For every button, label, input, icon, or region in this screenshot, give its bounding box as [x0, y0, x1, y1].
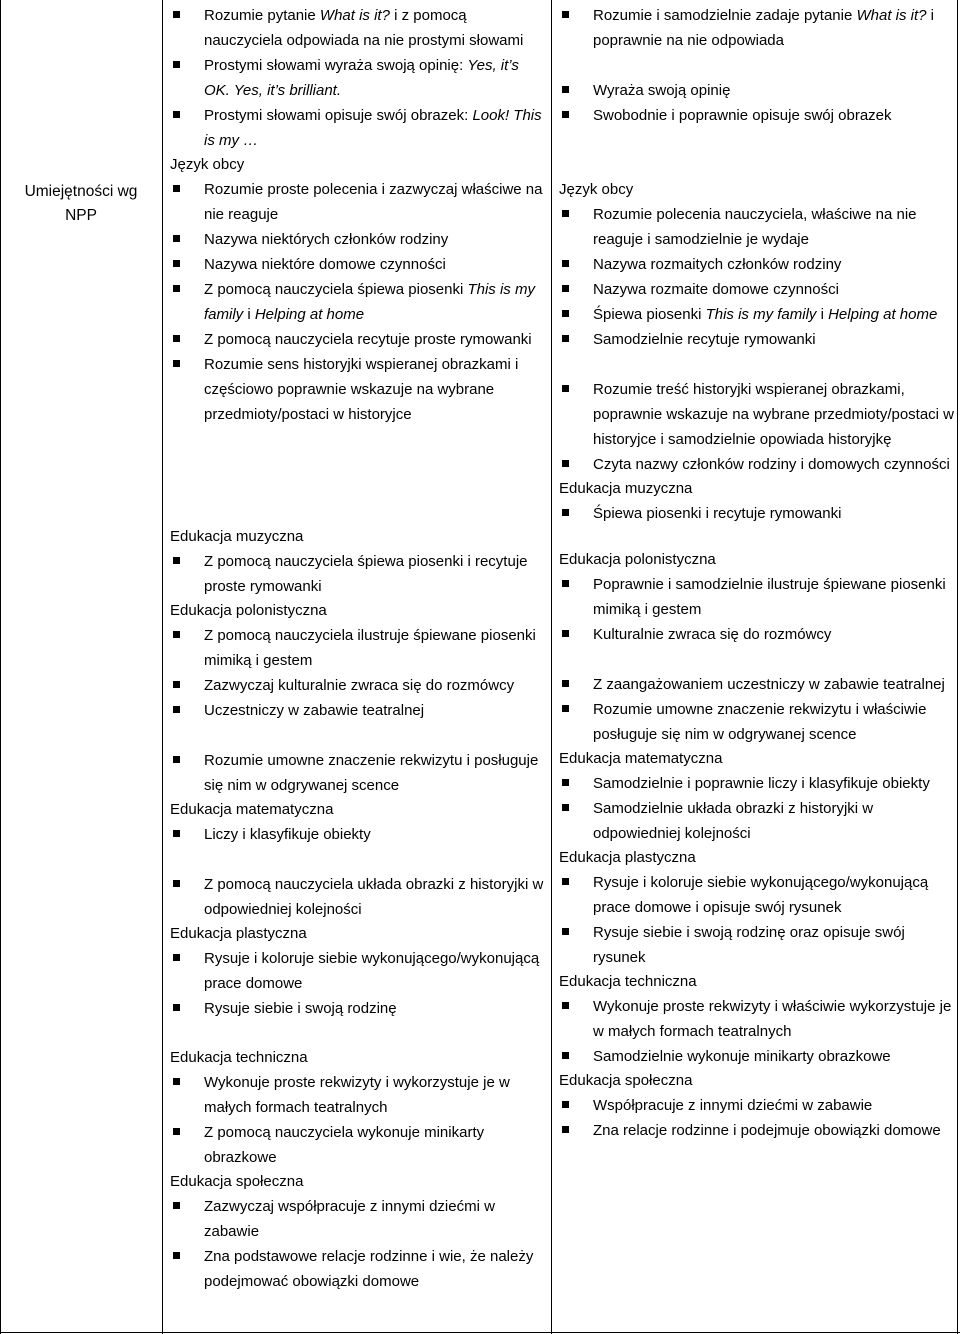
- square-bullet-icon: [173, 880, 180, 887]
- square-bullet-icon: [562, 11, 569, 18]
- bullet-item: [559, 771, 955, 796]
- item-text: Helping at home: [828, 306, 938, 323]
- bullet-item: [170, 352, 545, 427]
- square-bullet-icon: [173, 830, 180, 837]
- bullet-item: [170, 227, 545, 252]
- item-text: Rysuje siebie i swoją rodzinę oraz opisuje swój rysunek: [593, 924, 905, 966]
- square-bullet-icon: [173, 756, 180, 763]
- square-bullet-icon: [173, 706, 180, 713]
- square-bullet-icon: [562, 580, 569, 587]
- item-text: Wykonuje proste rekwizyty i wykorzystuje je w małych formach teatralnych: [204, 1074, 510, 1116]
- row-label-line-2: NPP: [65, 207, 97, 224]
- bullet-item: [559, 622, 955, 647]
- section-heading: Edukacja społeczna: [170, 1173, 304, 1190]
- bullet-item: [170, 53, 545, 103]
- item-text: What is it?: [856, 7, 927, 24]
- bullet-item: [559, 1093, 955, 1118]
- bullet-item: [170, 277, 545, 327]
- bullet-item: [559, 870, 955, 920]
- square-bullet-icon: [173, 557, 180, 564]
- item-text: Kulturalnie zwraca się do rozmówcy: [593, 626, 832, 643]
- item-text: Rozumie pytanie: [204, 7, 320, 24]
- square-bullet-icon: [562, 310, 569, 317]
- table-divider-1: [162, 0, 163, 1334]
- item-text: Zazwyczaj współpracuje z innymi dziećmi w zabawie: [204, 1198, 495, 1240]
- square-bullet-icon: [562, 680, 569, 687]
- bullet-item: [559, 1044, 955, 1069]
- section-heading: Edukacja muzyczna: [170, 528, 304, 545]
- section-heading: Edukacja techniczna: [170, 1049, 308, 1066]
- square-bullet-icon: [562, 630, 569, 637]
- square-bullet-icon: [562, 385, 569, 392]
- square-bullet-icon: [562, 928, 569, 935]
- item-text: i: [243, 306, 255, 323]
- square-bullet-icon: [173, 61, 180, 68]
- item-text: Zazwyczaj kulturalnie zwraca się do rozmówcy: [204, 677, 515, 694]
- item-text: Rozumie sens historyjki wspieranej obrazkami i częściowo poprawnie wskazuje na wybrane przedmioty/postaci w historyjce: [204, 356, 519, 423]
- item-text: Swobodnie i poprawnie opisuje swój obrazek: [593, 107, 892, 124]
- item-text: Wykonuje proste rekwizyty i właściwie wykorzystuje je w małych formach teatralnych: [593, 998, 952, 1040]
- item-text: Rysuje i koloruje siebie wykonującego/wykonującą prace domowe i opisuje swój rysunek: [593, 874, 929, 916]
- square-bullet-icon: [173, 260, 180, 267]
- square-bullet-icon: [562, 111, 569, 118]
- bullet-item: [559, 3, 955, 53]
- section-heading: Edukacja plastyczna: [559, 849, 696, 866]
- bullet-item: [170, 177, 545, 227]
- square-bullet-icon: [173, 235, 180, 242]
- square-bullet-icon: [173, 335, 180, 342]
- item-text: Zna relacje rodzinne i podejmuje obowiązki domowe: [593, 1122, 941, 1139]
- square-bullet-icon: [173, 360, 180, 367]
- item-text: This is my family: [204, 281, 535, 323]
- bullet-item: [170, 822, 545, 847]
- bullet-item: [559, 572, 955, 622]
- square-bullet-icon: [562, 285, 569, 292]
- bullet-item: [559, 103, 955, 128]
- item-text: Uczestniczy w zabawie teatralnej: [204, 702, 425, 719]
- item-text: Poprawnie i samodzielnie ilustruje śpiewane piosenki mimiką i gestem: [593, 576, 946, 618]
- bullet-item: [559, 672, 955, 697]
- item-text: Rozumie i samodzielnie zadaje pytanie: [593, 7, 857, 24]
- bullet-item: [559, 377, 955, 452]
- item-text: Zna podstawowe relacje rodzinne i wie, że należy podejmować obowiązki domowe: [204, 1248, 534, 1290]
- square-bullet-icon: [562, 1101, 569, 1108]
- bullet-item: [170, 872, 545, 922]
- section-heading: Edukacja społeczna: [559, 1072, 693, 1089]
- bullet-item: [559, 994, 955, 1044]
- section-heading: Edukacja matematyczna: [170, 801, 334, 818]
- item-text: Yes, it’s OK. Yes, it’s brilliant.: [204, 57, 519, 99]
- section-heading: Edukacja polonistyczna: [559, 551, 716, 568]
- bullet-item: [559, 327, 955, 352]
- square-bullet-icon: [173, 1252, 180, 1259]
- item-text: Z pomocą nauczyciela śpiewa piosenki i recytuje proste rymowanki: [204, 553, 528, 595]
- bullet-item: [170, 103, 545, 153]
- square-bullet-icon: [562, 1126, 569, 1133]
- item-text: Samodzielnie wykonuje minikarty obrazkowe: [593, 1048, 891, 1065]
- item-text: Z pomocą nauczyciela ilustruje śpiewane piosenki mimiką i gestem: [204, 627, 536, 669]
- section-heading: Edukacja plastyczna: [170, 925, 307, 942]
- square-bullet-icon: [562, 1052, 569, 1059]
- square-bullet-icon: [562, 804, 569, 811]
- square-bullet-icon: [562, 210, 569, 217]
- square-bullet-icon: [173, 1128, 180, 1135]
- bullet-item: [170, 946, 545, 996]
- section-heading: Język obcy: [559, 181, 634, 198]
- bullet-item: [559, 796, 955, 846]
- bullet-item: [559, 452, 955, 477]
- square-bullet-icon: [173, 631, 180, 638]
- bullet-item: [170, 1070, 545, 1120]
- item-text: Rozumie proste polecenia i zazwyczaj właściwe na nie reaguje: [204, 181, 543, 223]
- item-text: i: [816, 306, 829, 323]
- item-text: Samodzielnie układa obrazki z historyjki w odpowiedniej kolejności: [593, 800, 874, 842]
- item-text: Samodzielnie recytuje rymowanki: [593, 331, 816, 348]
- item-text: Śpiewa piosenki: [593, 306, 706, 323]
- item-text: This is my family: [705, 306, 817, 323]
- square-bullet-icon: [173, 111, 180, 118]
- item-text: Samodzielnie i poprawnie liczy i klasyfikuje obiekty: [593, 775, 930, 792]
- bullet-item: [559, 302, 955, 327]
- item-text: i z pomocą nauczyciela odpowiada na nie prostymi słowami: [204, 7, 524, 49]
- square-bullet-icon: [562, 878, 569, 885]
- square-bullet-icon: [562, 86, 569, 93]
- bullet-item: [559, 252, 955, 277]
- bullet-item: [170, 3, 545, 53]
- bullet-item: [170, 996, 545, 1021]
- item-text: Nazywa rozmaitych członków rodziny: [593, 256, 842, 273]
- square-bullet-icon: [173, 681, 180, 688]
- item-text: Nazywa niektóre domowe czynności: [204, 256, 446, 273]
- item-text: Prostymi słowami opisuje swój obrazek:: [204, 107, 473, 124]
- row-label: [0, 180, 162, 228]
- bullet-item: [170, 549, 545, 599]
- square-bullet-icon: [562, 260, 569, 267]
- square-bullet-icon: [562, 509, 569, 516]
- square-bullet-icon: [173, 1078, 180, 1085]
- item-text: Rozumie umowne znaczenie rekwizytu i właściwie posługuje się nim w odgrywanej scence: [593, 701, 927, 743]
- item-text: i poprawnie na nie odpowiada: [593, 7, 935, 49]
- skills-column-advanced: [559, 3, 955, 1143]
- item-text: Współpracuje z innymi dziećmi w zabawie: [593, 1097, 873, 1114]
- skills-column-basic: [170, 3, 545, 1294]
- bullet-item: [170, 1194, 545, 1244]
- section-heading: Edukacja muzyczna: [559, 480, 693, 497]
- table-border-bottom: [0, 1332, 960, 1333]
- square-bullet-icon: [562, 335, 569, 342]
- item-text: Rozumie treść historyjki wspieranej obrazkami, poprawnie wskazuje na wybrane przedmioty/postaci w historyjce i samodzielnie opowiada historyjkę: [593, 381, 955, 448]
- bullet-item: [559, 697, 955, 747]
- item-text: Nazywa niektórych członków rodziny: [204, 231, 449, 248]
- bullet-item: [170, 252, 545, 277]
- item-text: Helping at home: [254, 306, 365, 323]
- bullet-item: [170, 673, 545, 698]
- bullet-item: [559, 202, 955, 252]
- section-heading: Edukacja polonistyczna: [170, 602, 327, 619]
- bullet-item: [559, 920, 955, 970]
- item-text: Nazywa rozmaite domowe czynności: [593, 281, 839, 298]
- item-text: Prostymi słowami wyraża swoją opinię:: [204, 57, 468, 74]
- section-heading: Edukacja matematyczna: [559, 750, 723, 767]
- item-text: Rozumie polecenia nauczyciela, właściwe na nie reaguje i samodzielnie je wydaje: [593, 206, 917, 248]
- square-bullet-icon: [173, 1004, 180, 1011]
- item-text: Z pomocą nauczyciela śpiewa piosenki: [204, 281, 468, 298]
- square-bullet-icon: [173, 285, 180, 292]
- bullet-item: [170, 1120, 545, 1170]
- row-label-line-1: Umiejętności wg: [24, 183, 138, 200]
- table-border-right: [957, 0, 958, 1334]
- square-bullet-icon: [562, 460, 569, 467]
- square-bullet-icon: [173, 185, 180, 192]
- item-text: Czyta nazwy członków rodziny i domowych czynności: [593, 456, 950, 473]
- item-text: Śpiewa piosenki i recytuje rymowanki: [593, 505, 842, 522]
- bullet-item: [559, 1118, 955, 1143]
- item-text: What is it?: [319, 7, 390, 24]
- square-bullet-icon: [562, 705, 569, 712]
- item-text: Wyraża swoją opinię: [593, 82, 731, 99]
- bullet-item: [170, 623, 545, 673]
- bullet-item: [559, 501, 955, 526]
- square-bullet-icon: [173, 954, 180, 961]
- section-heading: Edukacja techniczna: [559, 973, 697, 990]
- bullet-item: [170, 748, 545, 798]
- item-text: Z pomocą nauczyciela wykonuje minikarty obrazkowe: [204, 1124, 485, 1166]
- item-text: Z zaangażowaniem uczestniczy w zabawie teatralnej: [593, 676, 945, 693]
- square-bullet-icon: [173, 11, 180, 18]
- item-text: Rysuje siebie i swoją rodzinę: [204, 1000, 397, 1017]
- square-bullet-icon: [562, 779, 569, 786]
- section-heading: Język obcy: [170, 156, 245, 173]
- bullet-item: [170, 327, 545, 352]
- item-text: Z pomocą nauczyciela układa obrazki z historyjki w odpowiedniej kolejności: [204, 876, 544, 918]
- bullet-item: [170, 698, 545, 723]
- item-text: Rysuje i koloruje siebie wykonującego/wykonującą prace domowe: [204, 950, 540, 992]
- bullet-item: [170, 1244, 545, 1294]
- bullet-item: [559, 277, 955, 302]
- item-text: Rozumie umowne znaczenie rekwizytu i posługuje się nim w odgrywanej scence: [204, 752, 539, 794]
- square-bullet-icon: [173, 1202, 180, 1209]
- bullet-item: [559, 78, 955, 103]
- square-bullet-icon: [562, 1002, 569, 1009]
- item-text: Z pomocą nauczyciela recytuje proste rymowanki: [204, 331, 532, 348]
- table-divider-2: [551, 0, 552, 1334]
- item-text: Look! This is my …: [204, 107, 542, 149]
- item-text: Liczy i klasyfikuje obiekty: [204, 826, 371, 843]
